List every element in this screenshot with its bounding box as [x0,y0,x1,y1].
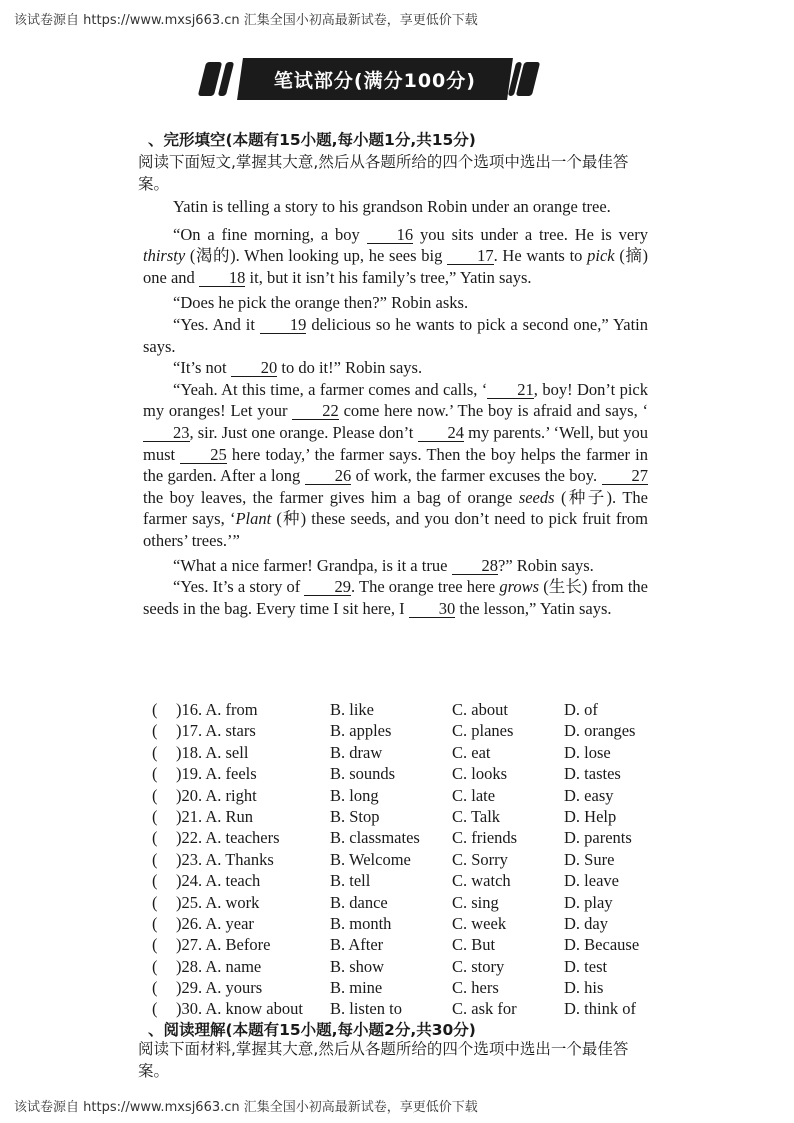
option-row [152,914,652,935]
option-row [152,721,652,742]
option-b[interactable]: B. mine [330,978,383,998]
option-d[interactable]: D. his [564,978,604,998]
answer-bracket[interactable]: ( [152,956,158,976]
option-c[interactable]: C. planes [452,721,514,741]
blank-16[interactable]: 16 [367,226,414,244]
answer-bracket[interactable]: ( [152,999,158,1019]
blank-21[interactable]: 21 [487,381,534,399]
option-row [152,700,652,721]
option-c[interactable]: C. Talk [452,806,501,826]
option-b[interactable]: B. long [330,785,379,805]
blank-30[interactable]: 30 [409,600,456,618]
option-d[interactable]: D. Because [564,935,640,955]
answer-bracket[interactable]: ( [152,764,158,784]
paragraph: “It’s not 20 to do it!” Robin says. [173,358,423,378]
option-row [152,850,652,871]
option-b[interactable]: B. draw [330,742,383,762]
option-a[interactable]: )29. A. yours [176,978,263,998]
option-d[interactable]: D. tastes [564,764,621,784]
option-a[interactable]: )26. A. year [176,913,254,933]
option-d[interactable]: D. of [564,700,598,719]
paragraph: “Does he pick the orange then?” Robin asks. [173,293,469,313]
blank-28[interactable]: 28 [452,557,499,575]
option-d[interactable]: D. parents [564,828,632,848]
answer-bracket[interactable]: ( [152,913,158,933]
answer-bracket[interactable]: ( [152,785,158,805]
option-row [152,893,652,914]
blank-29[interactable]: 29 [304,578,351,596]
option-d[interactable]: D. oranges [564,721,636,741]
answer-bracket[interactable]: ( [152,828,158,848]
source-watermark-bottom: 该试卷源自 https://www.mxsj663.cn 汇集全国小初高最新试卷，享更低价下载 [14,1100,478,1115]
option-c[interactable]: C. looks [452,764,508,784]
option-row [152,764,652,785]
option-a[interactable]: )30. A. know about [176,999,303,1019]
option-a[interactable]: )21. A. Run [176,806,254,826]
option-b[interactable]: B. After [330,935,384,955]
option-c[interactable]: C. about [452,700,508,719]
option-b[interactable]: B. Stop [330,806,380,826]
option-row [152,786,652,807]
option-c[interactable]: C. sing [452,892,499,912]
option-a[interactable]: )28. A. name [176,956,262,976]
answer-bracket[interactable]: ( [152,742,158,762]
section-banner [237,58,513,100]
option-row [152,743,652,764]
paragraph: “What a nice farmer! Grandpa, is it a true 28?” Robin says. [173,555,594,575]
option-b[interactable]: B. dance [330,892,388,912]
option-a[interactable]: )23. A. Thanks [176,849,274,869]
option-b[interactable]: B. sounds [330,764,396,784]
option-d[interactable]: D. day [564,913,608,933]
option-b[interactable]: B. tell [330,871,371,891]
option-d[interactable]: D. lose [564,742,611,762]
option-d[interactable]: D. test [564,956,608,976]
option-b[interactable]: B. month [330,913,392,933]
option-row [152,871,652,892]
answer-bracket[interactable]: ( [152,806,158,826]
reading-instruction: 阅读下面材料,掌握其大意,然后从各题所给的四个选项中选出一个最佳答案。 [138,1040,629,1080]
option-a[interactable]: )20. A. right [176,785,257,805]
option-a[interactable]: )17. A. stars [176,721,256,741]
option-a[interactable]: )24. A. teach [176,871,261,891]
answer-bracket[interactable]: ( [152,892,158,912]
answer-bracket[interactable]: ( [152,978,158,998]
option-b[interactable]: B. Welcome [330,849,411,869]
blank-24[interactable]: 24 [418,424,465,442]
option-a[interactable]: )22. A. teachers [176,828,280,848]
answer-bracket[interactable]: ( [152,871,158,891]
option-row [152,978,652,999]
blank-18[interactable]: 18 [199,269,246,287]
option-c[interactable]: C. late [452,785,496,805]
blank-17[interactable]: 17 [447,247,494,265]
cloze-instruction: 阅读下面短文,掌握其大意,然后从各题所给的四个选项中选出一个最佳答案。 [138,153,629,193]
option-c[interactable]: C. eat [452,742,491,762]
option-b[interactable]: B. listen to [330,999,402,1019]
option-c[interactable]: C. But [452,935,496,955]
blank-23[interactable]: 23 [143,424,190,442]
option-row [152,828,652,849]
paragraph: “Yes. It’s a story of 29. The orange tree here grows (生长) from the seeds in the bag. Every time I sit here, I 30 the lesson,” Yatin says. [143,577,648,618]
paragraph: “Yes. And it 19 delicious so he wants to pick a second one,” Yatin says. [143,314,648,356]
answer-bracket[interactable]: ( [152,721,158,741]
option-b[interactable]: B. like [330,700,374,719]
paragraph: Yatin is telling a story to his grandson Robin under an orange tree. [173,197,611,216]
option-d[interactable]: D. play [564,892,613,912]
answer-bracket[interactable]: ( [152,849,158,869]
option-a[interactable]: )16. A. from [176,700,258,719]
paragraph: “On a fine morning, a boy 16 you sits under a tree. He is very thirsty (渴的). When looking up, he sees big 17. He wants to pick (摘) one and 18 it, but it isn’t his family’s tree,” Yatin says. [143,224,648,287]
reading-section-heading: 、阅读理解(本题有15小题,每小题2分,共30分) [148,1021,476,1039]
option-d[interactable]: D. Sure [564,849,615,869]
option-a[interactable]: )27. A. Before [176,935,271,955]
source-watermark-top: 该试卷源自 https://www.mxsj663.cn 汇集全国小初高最新试卷，享更低价下载 [14,13,478,28]
cloze-section-heading: 、完形填空(本题有15小题,每小题1分,共15分) [148,131,476,149]
option-a[interactable]: )25. A. work [176,892,260,912]
blank-25[interactable]: 25 [180,446,227,464]
option-d[interactable]: D. leave [564,871,619,891]
option-row [152,935,652,956]
option-c[interactable]: C. friends [452,828,518,848]
option-d[interactable]: D. easy [564,785,614,805]
blank-20[interactable]: 20 [231,359,278,377]
option-d[interactable]: D. think of [564,999,636,1019]
banner-title: 笔试部分(满分100分) [273,69,477,92]
blank-22[interactable]: 22 [292,402,339,420]
option-c[interactable]: C. Sorry [452,849,508,869]
blank-27[interactable]: 27 [602,467,649,485]
answer-bracket[interactable]: ( [152,935,158,955]
option-b[interactable]: B. classmates [330,828,420,848]
blank-26[interactable]: 26 [305,467,352,485]
option-a[interactable]: )19. A. feels [176,764,257,784]
option-row [152,957,652,978]
option-c[interactable]: C. week [452,913,507,933]
option-c[interactable]: C. hers [452,978,499,998]
option-d[interactable]: D. Help [564,806,617,826]
option-b[interactable]: B. show [330,956,385,976]
option-c[interactable]: C. watch [452,871,511,891]
option-row [152,807,652,828]
option-a[interactable]: )18. A. sell [176,742,249,762]
paragraph: “Yeah. At this time, a farmer comes and calls, ‘ 21, boy! Don’t pick my oranges! Let your 22 come here now.’ The boy is afraid and says, ‘23, sir. Just one orange. Please don’t 24 my parents.’ ‘Well, but you must 25 here today,’ the farmer says. Then the boy helps the farmer in the garden. After a long 26 of work, the farmer excuses the boy. 27 the boy leaves, the farmer gives him a bag of orange seeds (种子). The farmer says, ‘Plant (种) these seeds, and you don’t need to pick fruit from others’ trees.’” [143,379,649,550]
options-list [152,700,652,1021]
option-c[interactable]: C. ask for [452,999,517,1019]
blank-19[interactable]: 19 [260,316,307,334]
option-b[interactable]: B. apples [330,721,392,741]
option-c[interactable]: C. story [452,956,505,976]
cloze-passage [143,196,648,619]
answer-bracket[interactable]: ( [152,700,158,719]
